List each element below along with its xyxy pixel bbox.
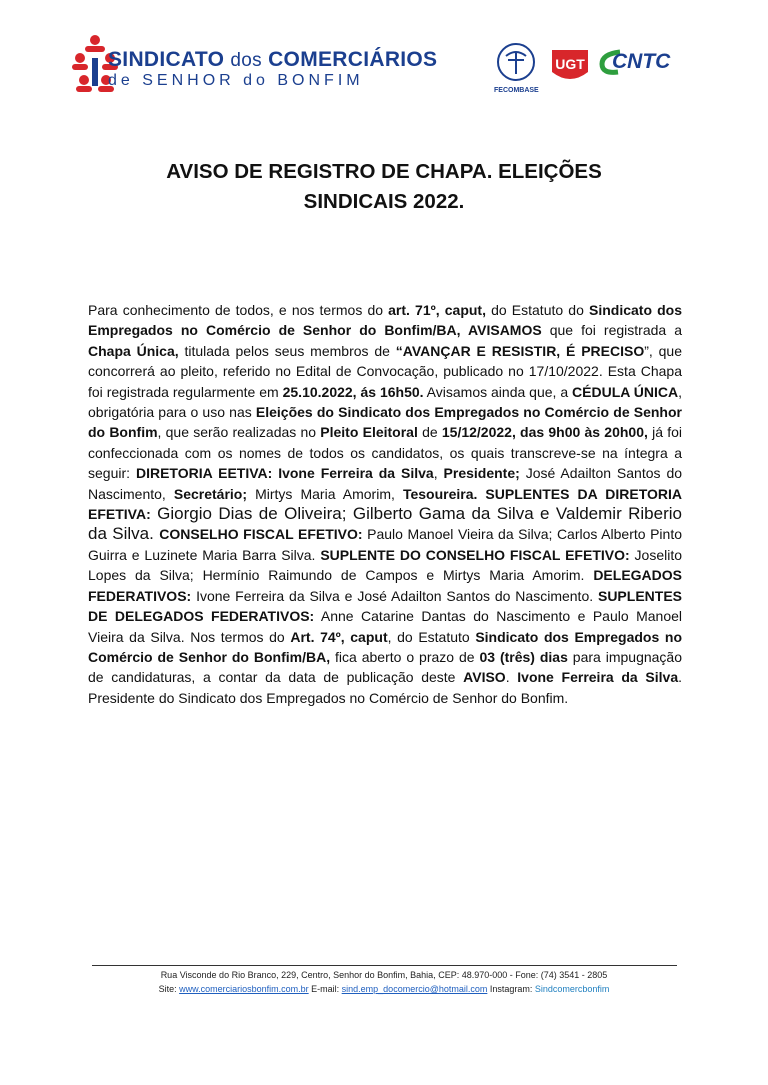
body-bold: Presidente; (443, 465, 520, 482)
body-text: já foi confeccionada com os nomes de todos os candidatos, os quais transcreve-se na íntegra a seguir: (88, 424, 683, 482)
body-text: Anne Catarine Dantas do Nascimento e Paulo Manoel Vieira da Silva. Nos termos do (88, 608, 682, 645)
body-bold: AVISO (463, 669, 506, 686)
body-bold: SUPLENTES DE DELEGADOS FEDERATIVOS: (88, 587, 682, 625)
logo-title (108, 48, 437, 72)
body-bold: Sindicato dos Empregados no Comércio de Senhor do Bonfim/BA, (88, 628, 682, 665)
body-text: de (417, 424, 442, 441)
body-bold: Eleições do Sindicato dos Empregados no Comércio de Senhor do Bonfim (88, 404, 682, 441)
logo-word-comerciarios: COMERCIÁRIOS (268, 48, 438, 71)
logo-subtitle: de SENHOR do BONFIM (108, 72, 364, 89)
body-text: Joselito Lopes da Silva; Hermínio Raimundo de Campos e Mirtys Maria Amorim. (88, 546, 683, 584)
body-bold: DELEGADOS FEDERATIVOS: (88, 567, 682, 604)
body-text: fica aberto o prazo de (330, 648, 480, 665)
page-title (60, 157, 708, 217)
fecombase-logo (494, 42, 538, 94)
body-text: Avisamos ainda que, a (423, 383, 573, 400)
body-text: Mirtys Maria Amorim, (247, 485, 403, 502)
body-bold: Secretário; (173, 485, 248, 502)
body-bold: SUPLENTE DO CONSELHO FISCAL EFETIVO: (320, 546, 630, 563)
notice-body (88, 300, 682, 708)
body-bold: CÉDULA ÚNICA (572, 383, 679, 400)
email-label: E-mail: (308, 984, 342, 994)
body-bold: CONSELHO FISCAL EFETIVO: (159, 526, 363, 543)
body-text: ”, que concorrerá ao pleito, referido no Edital de Convocação, publicado no 17/10/2022. Esta Chapa foi registrada regularmente em (88, 342, 682, 400)
body-bold: 03 (três) dias (479, 648, 568, 665)
email-link[interactable]: sind.emp_docomercio@hotmail.com (341, 984, 488, 994)
cntc-label: CNTC (612, 50, 671, 73)
body-text: Para conhecimento de todos, e nos termos do (88, 302, 389, 318)
body-bold: Ivone Ferreira da Silva (517, 669, 679, 686)
body-bold: art. 71º, caput, (388, 302, 486, 318)
body-text: para impugnação de candidaturas, a contar da data de publicação deste (88, 648, 682, 686)
body-text: , obrigatória para o uso nas (88, 383, 682, 421)
body-bold: 25.10.2022, ás 16h50. (282, 383, 424, 400)
body-text: Ivone Ferreira da Silva e José Adailton Santos do Nascimento. (191, 587, 598, 604)
body-text: José Adailton Santos do Nascimento, (88, 465, 683, 502)
logo-word-dos: dos (230, 50, 262, 71)
footer-divider (92, 965, 677, 966)
ugt-logo (548, 44, 592, 93)
footer-contacts (0, 984, 768, 994)
body-text: que foi registrada a (541, 322, 682, 339)
instagram-handle[interactable]: Sindcomercbonfim (534, 984, 610, 994)
body-text: do Estatuto do (485, 302, 589, 318)
ugt-label: UGT (555, 56, 585, 72)
body-bold: Sindicato dos Empregados no Comércio de Senhor do Bonfim/BA, AVISAMOS (88, 302, 683, 339)
body-bold: DIRETORIA EETIVA: Ivone Ferreira da Silva (135, 465, 434, 482)
fecombase-emblem-icon (494, 42, 538, 82)
instagram-label: Instagram: (487, 984, 535, 994)
body-text: . (505, 669, 518, 686)
logo-word-sindicato: SINDICATO (108, 48, 225, 71)
body-bold: Art. 74º, caput (290, 628, 388, 645)
body-bold: 15/12/2022, das 9h00 às 20h00, (441, 424, 648, 441)
footer-address: Rua Visconde do Rio Branco, 229, Centro, Senhor do Bonfim, Bahia, CEP: 48.970-000 - Fone: (74) 3541 - 2805 (160, 970, 608, 980)
fecombase-label: FECOMBASE (494, 87, 539, 94)
body-text: , do Estatuto (387, 628, 476, 645)
title-line-1: AVISO DE REGISTRO DE CHAPA. ELEIÇÕES (166, 160, 602, 183)
body-bold: Pleito Eleitoral (320, 424, 418, 441)
site-label: Site: (158, 984, 180, 994)
body-bold: “AVANÇAR E RESISTIR, É PRECISO (395, 342, 645, 359)
site-link[interactable]: www.comerciariosbonfim.com.br (179, 984, 309, 994)
body-text: . Presidente do Sindicato dos Empregados no Comércio de Senhor do Bonfim. (88, 669, 682, 706)
letterhead (0, 0, 768, 110)
body-text: Giorgio Dias de Oliveira; Gilberto Gama da Silva e Valdemir Riberio da Silva. (88, 504, 682, 544)
body-text: , que serão realizadas no (157, 424, 321, 441)
body-bold: Chapa Única, (88, 342, 179, 359)
body-text: , (433, 465, 444, 482)
body-text: titulada pelos seus membros de (178, 342, 396, 359)
body-text: Paulo Manoel Vieira da Silva; Carlos Alberto Pinto Guirra e Luzinete Maria Barra Silva. (88, 526, 682, 563)
body-bold: Tesoureira. SUPLENTES DA DIRETORIA EFETIVA: (88, 485, 683, 523)
title-line-2: SINDICAIS 2022. (303, 190, 465, 213)
